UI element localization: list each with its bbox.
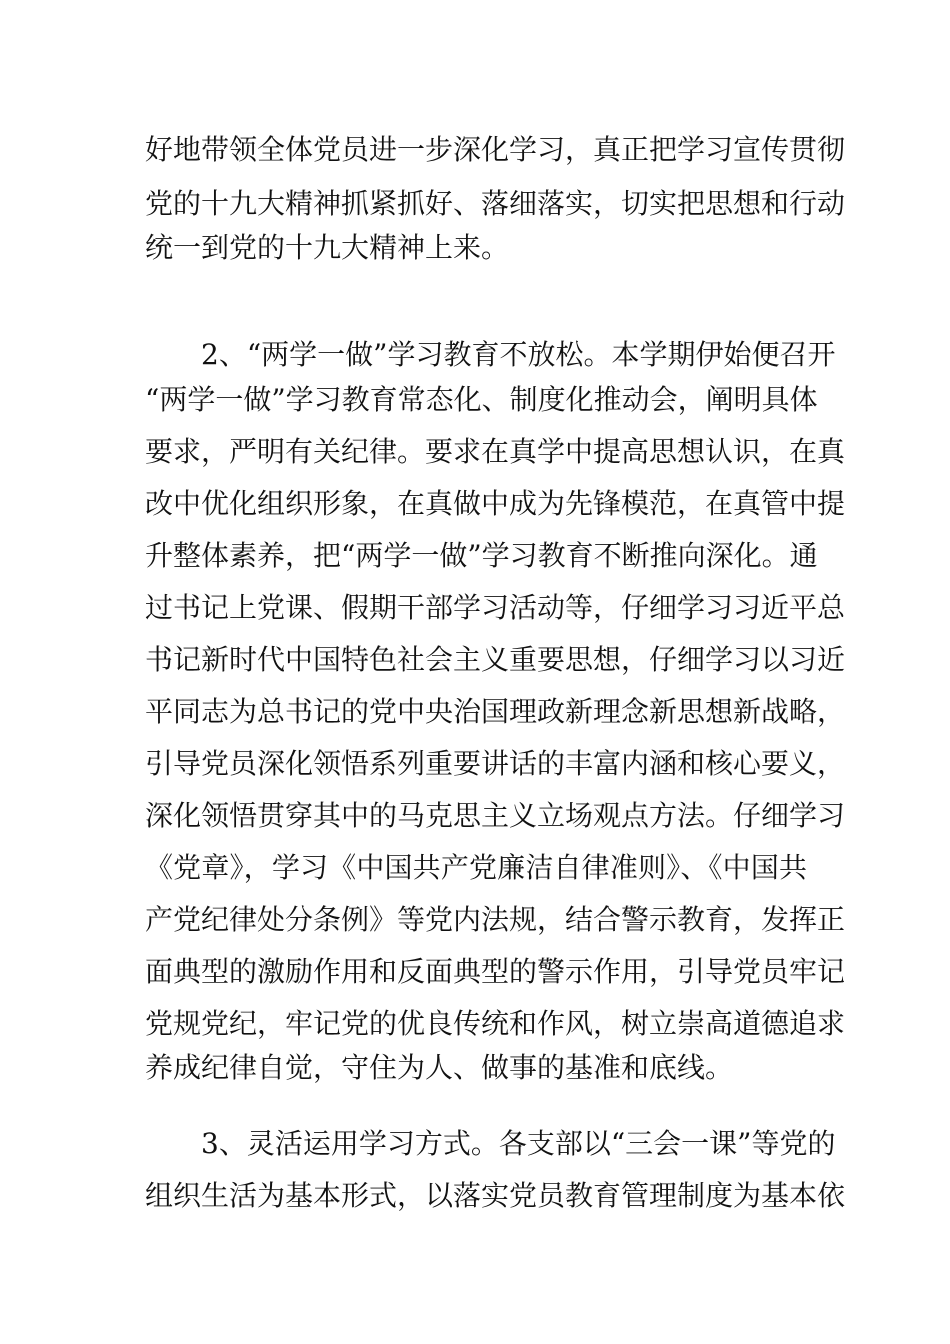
paragraph-2-line-12: 产党纪律处分条例》等党内法规，结合警示教育，发挥正 [145, 903, 846, 936]
paragraph-2-line-7: 书记新时代中国特色社会主义重要思想，仔细学习以习近 [145, 643, 846, 676]
paragraph-2-line-9: 引导党员深化领悟系列重要讲话的丰富内涵和核心要义， [145, 747, 846, 780]
paragraph-2-line-14: 党规党纪，牢记党的优良传统和作风，树立崇高道德追求 [145, 1007, 846, 1040]
paragraph-2-line-2: “两学一做”学习教育常态化、制度化推动会，阐明具体 [145, 383, 818, 416]
paragraph-2-line-6: 过书记上党课、假期干部学习活动等，仔细学习习近平总 [145, 591, 846, 624]
paragraph-1-line-3: 统一到党的十九大精神上来。 [145, 231, 510, 264]
paragraph-2-line-5: 升整体素养，把“两学一做”学习教育不断推向深化。通 [145, 539, 818, 572]
paragraph-1-line-1: 好地带领全体党员进一步深化学习，真正把学习宣传贯彻 [145, 133, 846, 166]
paragraph-3-line-1: 3、灵活运用学习方式。各支部以“三会一课”等党的 [201, 1127, 836, 1160]
paragraph-2-line-13: 面典型的激励作用和反面典型的警示作用，引导党员牢记 [145, 955, 846, 988]
paragraph-2-line-15: 养成纪律自觉，守住为人、做事的基准和底线。 [145, 1051, 734, 1084]
paragraph-2-line-8: 平同志为总书记的党中央治国理政新理念新思想新战略， [145, 695, 846, 728]
paragraph-2-line-1: 2、“两学一做”学习教育不放松。本学期伊始便召开 [201, 338, 836, 371]
paragraph-2-line-3: 要求，严明有关纪律。要求在真学中提高思想认识，在真 [145, 435, 846, 468]
paragraph-3-line-2: 组织生活为基本形式，以落实党员教育管理制度为基本依 [145, 1179, 846, 1212]
paragraph-2-line-10: 深化领悟贯穿其中的马克思主义立场观点方法。仔细学习 [145, 799, 846, 832]
paragraph-2-line-11: 《党章》，学习《中国共产党廉洁自律准则》、《中国共 [145, 851, 807, 884]
paragraph-2-line-4: 改中优化组织形象，在真做中成为先锋模范，在真管中提 [145, 487, 846, 520]
paragraph-1-line-2: 党的十九大精神抓紧抓好、落细落实，切实把思想和行动 [145, 187, 846, 220]
